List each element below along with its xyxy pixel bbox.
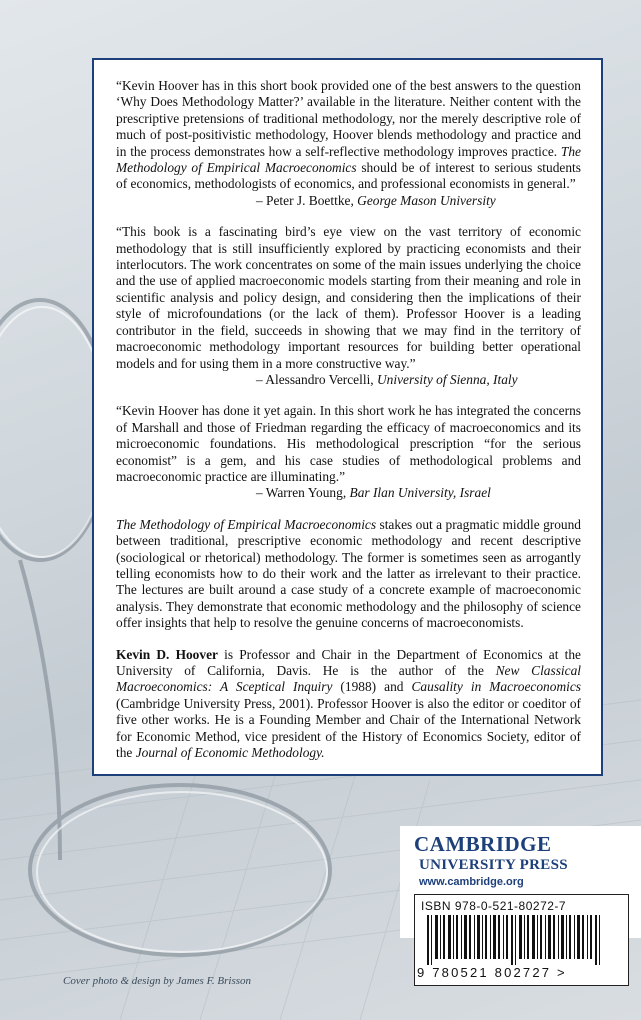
bio-book-2: Causality in Macroeconomics	[411, 679, 581, 695]
reviewer-name: – Peter J. Boettke,	[256, 192, 358, 208]
publisher-name: CAMBRIDGE	[414, 832, 552, 856]
reviewer-affiliation: Bar Ilan University, Israel	[349, 485, 491, 501]
review-attribution-2	[116, 372, 581, 388]
cover-credit: Cover photo & design by James F. Brisson	[63, 975, 252, 987]
bio-journal: Journal of Economic Methodology.	[135, 745, 325, 761]
book-title: The Methodology of Empirical Macroeconomics	[116, 516, 377, 532]
barcode-digits: 9 780521 802727 >	[417, 965, 567, 980]
review-quote-3	[116, 403, 581, 485]
review-quote-2	[116, 224, 581, 372]
review-attribution-3	[116, 485, 581, 501]
review-quote-1	[116, 78, 581, 193]
bio-text: (Cambridge University Press, 2001). Professor Hoover is also the editor or coeditor of five other works. He is a Founding Member and Chair of the International Network for Economic Method, vice president of the History of Economics Society, editor of the	[116, 695, 581, 761]
description-text: stakes out a pragmatic middle ground between traditional, prescriptive economic methodology and recent descriptive (sociological or rhetorical) methodology. The former is sometimes seen as arrogantly telling economists how to do their work and the latter as irrelevant to their practice. The lectures are built around a case study of a concrete example of macroeconomic analysis. They demonstrate that economic methodology and the philosophy of science offer insights that help to resolve the genuine concerns of macroeconomists.	[116, 516, 582, 631]
book-description	[116, 517, 581, 632]
quote-text: “Kevin Hoover has in this short book provided one of the best answers to the question ‘Why Does Methodology Matter?’ available in the literature. Neither content with the prescriptive pretensions of traditional methodology, nor the merely descriptive role of much of post-positivistic methodology, Hoover blends methodology and practice and in the process demonstrates how a self-reflective methodology improves practice.	[116, 78, 581, 159]
review-attribution-1	[116, 193, 581, 209]
bio-book-1: New Classical Macroeconomics: A Sceptical Inquiry	[116, 663, 581, 695]
reviewer-name: – Warren Young,	[256, 485, 350, 501]
quote-text-continued: should be of interest to serious students of economics, methodologists of economics, and professional economists in general.”	[116, 160, 581, 192]
author-bio	[116, 647, 581, 762]
quote-text: “This book is a fascinating bird’s eye view on the vast territory of economic methodology that is still insufficiently explored by practicing economists and their interlocutors. The work concentrates on some of the main issues underlying the choice and the use of applied macroeconomic models starting from their meaning and role in scientific analysis and policy design, and considering then the implications of their style of microfoundations (or the lack of them). Professor Hoover is a leading contributor in the field, succeeds in showing that we may find in the territory of macroeconomic methodology important resources for building better operational models and for using them in a more constructive way.”	[116, 224, 581, 371]
publisher-url: www.cambridge.org	[419, 876, 524, 888]
author-name: Kevin D. Hoover	[116, 646, 218, 662]
publisher-subtitle: UNIVERSITY PRESS	[419, 857, 568, 873]
reviewer-name: – Alessandro Vercelli,	[256, 371, 377, 387]
barcode-icon	[423, 915, 619, 965]
isbn-label: ISBN 978-0-521-80272-7	[421, 899, 567, 913]
bio-text: is Professor and Chair in the Department of Economics at the University of California, Davis. He is the author of the	[116, 646, 581, 678]
quote-text: “Kevin Hoover has done it yet again. In this short work he has integrated the concerns of Marshall and those of Friedman regarding the efficacy of macroeconomics and its microeconomic foundations. His methodological prescription “for the serious economist” is a gem, and his case studies of methodological problems and macroeconomic practice are illuminating.”	[116, 403, 581, 484]
quote-book-title: The Methodology of Empirical Macroeconomics	[116, 143, 581, 176]
back-cover-text-panel	[92, 58, 603, 776]
reviewer-affiliation: University of Sienna, Italy	[377, 371, 518, 387]
reviewer-affiliation: George Mason University	[357, 192, 496, 208]
bio-text: (1988) and	[332, 679, 412, 695]
isbn-barcode	[414, 894, 629, 986]
